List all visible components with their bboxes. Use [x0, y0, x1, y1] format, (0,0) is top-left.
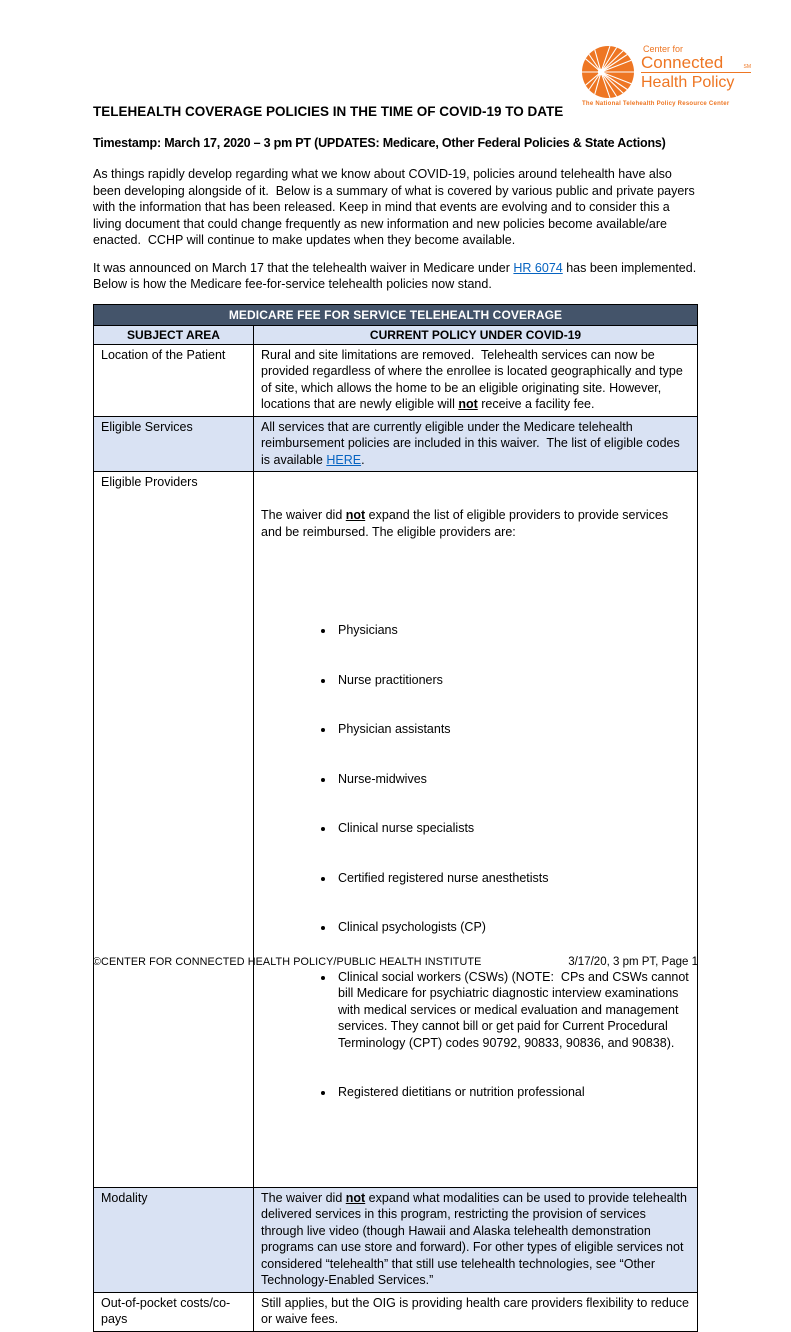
providers-text-2: expand the list of eligible providers to provide services and be reimbursed. The eligible providers are:	[261, 508, 672, 539]
subject-cell-out-of-pocket: Out-of-pocket costs/co-pays	[94, 1292, 254, 1331]
cchp-logo	[580, 44, 752, 107]
logo-line-connected: Connected	[641, 53, 724, 72]
location-text-2: receive a facility fee.	[477, 397, 595, 411]
table-row-eligible-services	[94, 416, 698, 472]
list-item: • Clinical psychologists (CP)	[335, 919, 691, 936]
table-row-location	[94, 344, 698, 416]
table-caption-row	[94, 304, 698, 325]
providers-not-emphasis: not	[345, 508, 366, 522]
table-row-out-of-pocket	[94, 1292, 698, 1331]
list-item: • Physicians	[335, 622, 691, 639]
list-item: • Physician assistants	[335, 721, 691, 738]
intro-paragraph-2	[93, 260, 704, 293]
list-item: • Nurse-midwives	[335, 771, 691, 788]
list-item: • Certified registered nurse anesthetists	[335, 870, 691, 887]
logo-line-connected-row	[641, 54, 751, 73]
modality-text-2: expand what modalities can be used to provide telehealth delivered services in this program, restricting the provision of services through live video (though Hawaii and Alaska telehealth demonstration programs can use store and forward). For other types of eligible services not considered “telehealth” that still use telehealth technologies, see “Other Technology-Enabled Services.”	[261, 1190, 691, 1287]
policy-cell-services	[254, 416, 698, 472]
medicare-coverage-table	[93, 304, 698, 1332]
column-header-subject-area: SUBJECT AREA	[94, 325, 254, 344]
services-text-2: .	[361, 452, 365, 467]
column-header-current-policy: CURRENT POLICY UNDER COVID-19	[254, 325, 698, 344]
location-text-1: Rural and site limitations are removed. Telehealth services can now be provided regardless of where the enrollee is located geographically and type of site, which allows the home to be an eligible originating site. However, locations that are newly eligible will	[261, 347, 687, 411]
location-not-emphasis: not	[458, 397, 478, 411]
subject-cell-modality: Modality	[94, 1187, 254, 1292]
hr-6074-link[interactable]: HR 6074	[513, 260, 563, 275]
logo-servicemark: SM	[743, 64, 751, 70]
modality-text-1: The waiver did	[261, 1190, 346, 1205]
providers-list	[261, 589, 691, 1134]
here-link[interactable]: HERE	[326, 452, 362, 467]
services-text-1: All services that are currently eligible under the Medicare telehealth reimbursement policies are included in this waiver. The list of eligible codes is available	[261, 419, 684, 467]
providers-text-1: The waiver did	[261, 508, 346, 522]
table-header-row	[94, 325, 698, 344]
policy-cell-providers	[254, 472, 698, 1188]
policy-cell-location	[254, 344, 698, 416]
copyright-text: ©CENTER FOR CONNECTED HEALTH POLICY/PUBLIC HEALTH INSTITUTE	[93, 956, 482, 968]
modality-not-emphasis: not	[345, 1190, 366, 1205]
page-footer	[93, 956, 698, 968]
intro-paragraph-1: As things rapidly develop regarding what we know about COVID-19, policies around telehealth have also been developing alongside of it. Below is a summary of what is covered by various public and private payers with the information that has been released. Keep in mind that events are evolving and to consider this a living document that could change frequently as new information and new policies become available/are enacted. CCHP will continue to make updates when they become available.	[93, 167, 699, 247]
logo-tagline: The National Telehealth Policy Resource Center	[582, 101, 730, 107]
list-item: • Clinical social workers (CSWs) (NOTE: CPs and CSWs cannot bill Medicare for psychiatric diagnostic interview examinations with medical services or medical evaluation and management services. They cannot bill or get paid for Current Procedural Terminology (CPT) codes 90792, 90833, 90836, and 90838).	[335, 969, 691, 1052]
para2-text-before: It was announced on March 17 that the telehealth waiver in Medicare under	[93, 260, 514, 275]
document-body	[93, 104, 704, 1332]
page-info: 3/17/20, 3 pm PT, Page 1	[568, 956, 698, 968]
table-row-eligible-providers	[94, 472, 698, 1188]
sunburst-icon	[580, 44, 636, 100]
list-item: • Clinical nurse specialists	[335, 820, 691, 837]
providers-intro	[261, 507, 691, 540]
subject-cell-location: Location of the Patient	[94, 344, 254, 416]
table-caption: MEDICARE FEE FOR SERVICE TELEHEALTH COVERAGE	[94, 304, 698, 325]
list-item: • Registered dietitians or nutrition professional	[335, 1084, 691, 1101]
logo-text	[641, 44, 751, 92]
logo-line-center-for: Center for	[643, 44, 684, 54]
table-row-modality	[94, 1187, 698, 1292]
subject-cell-providers: Eligible Providers	[94, 472, 254, 1188]
subject-cell-services: Eligible Services	[94, 416, 254, 472]
logo-row	[580, 44, 752, 100]
policy-cell-out-of-pocket: Still applies, but the OIG is providing health care providers flexibility to reduce or waive fees.	[254, 1292, 698, 1331]
para2-text-after: has been implemented. Below is how the Medicare fee-for-service telehealth policies now stand.	[93, 260, 704, 291]
timestamp-line: Timestamp: March 17, 2020 – 3 pm PT (UPDATES: Medicare, Other Federal Policies & State Actions)	[93, 136, 666, 150]
list-item: • Nurse practitioners	[335, 672, 691, 689]
policy-cell-modality	[254, 1187, 698, 1292]
document-title: TELEHEALTH COVERAGE POLICIES IN THE TIME OF COVID-19 TO DATE	[93, 104, 564, 119]
logo-line-health-policy: Health Policy	[641, 74, 735, 91]
